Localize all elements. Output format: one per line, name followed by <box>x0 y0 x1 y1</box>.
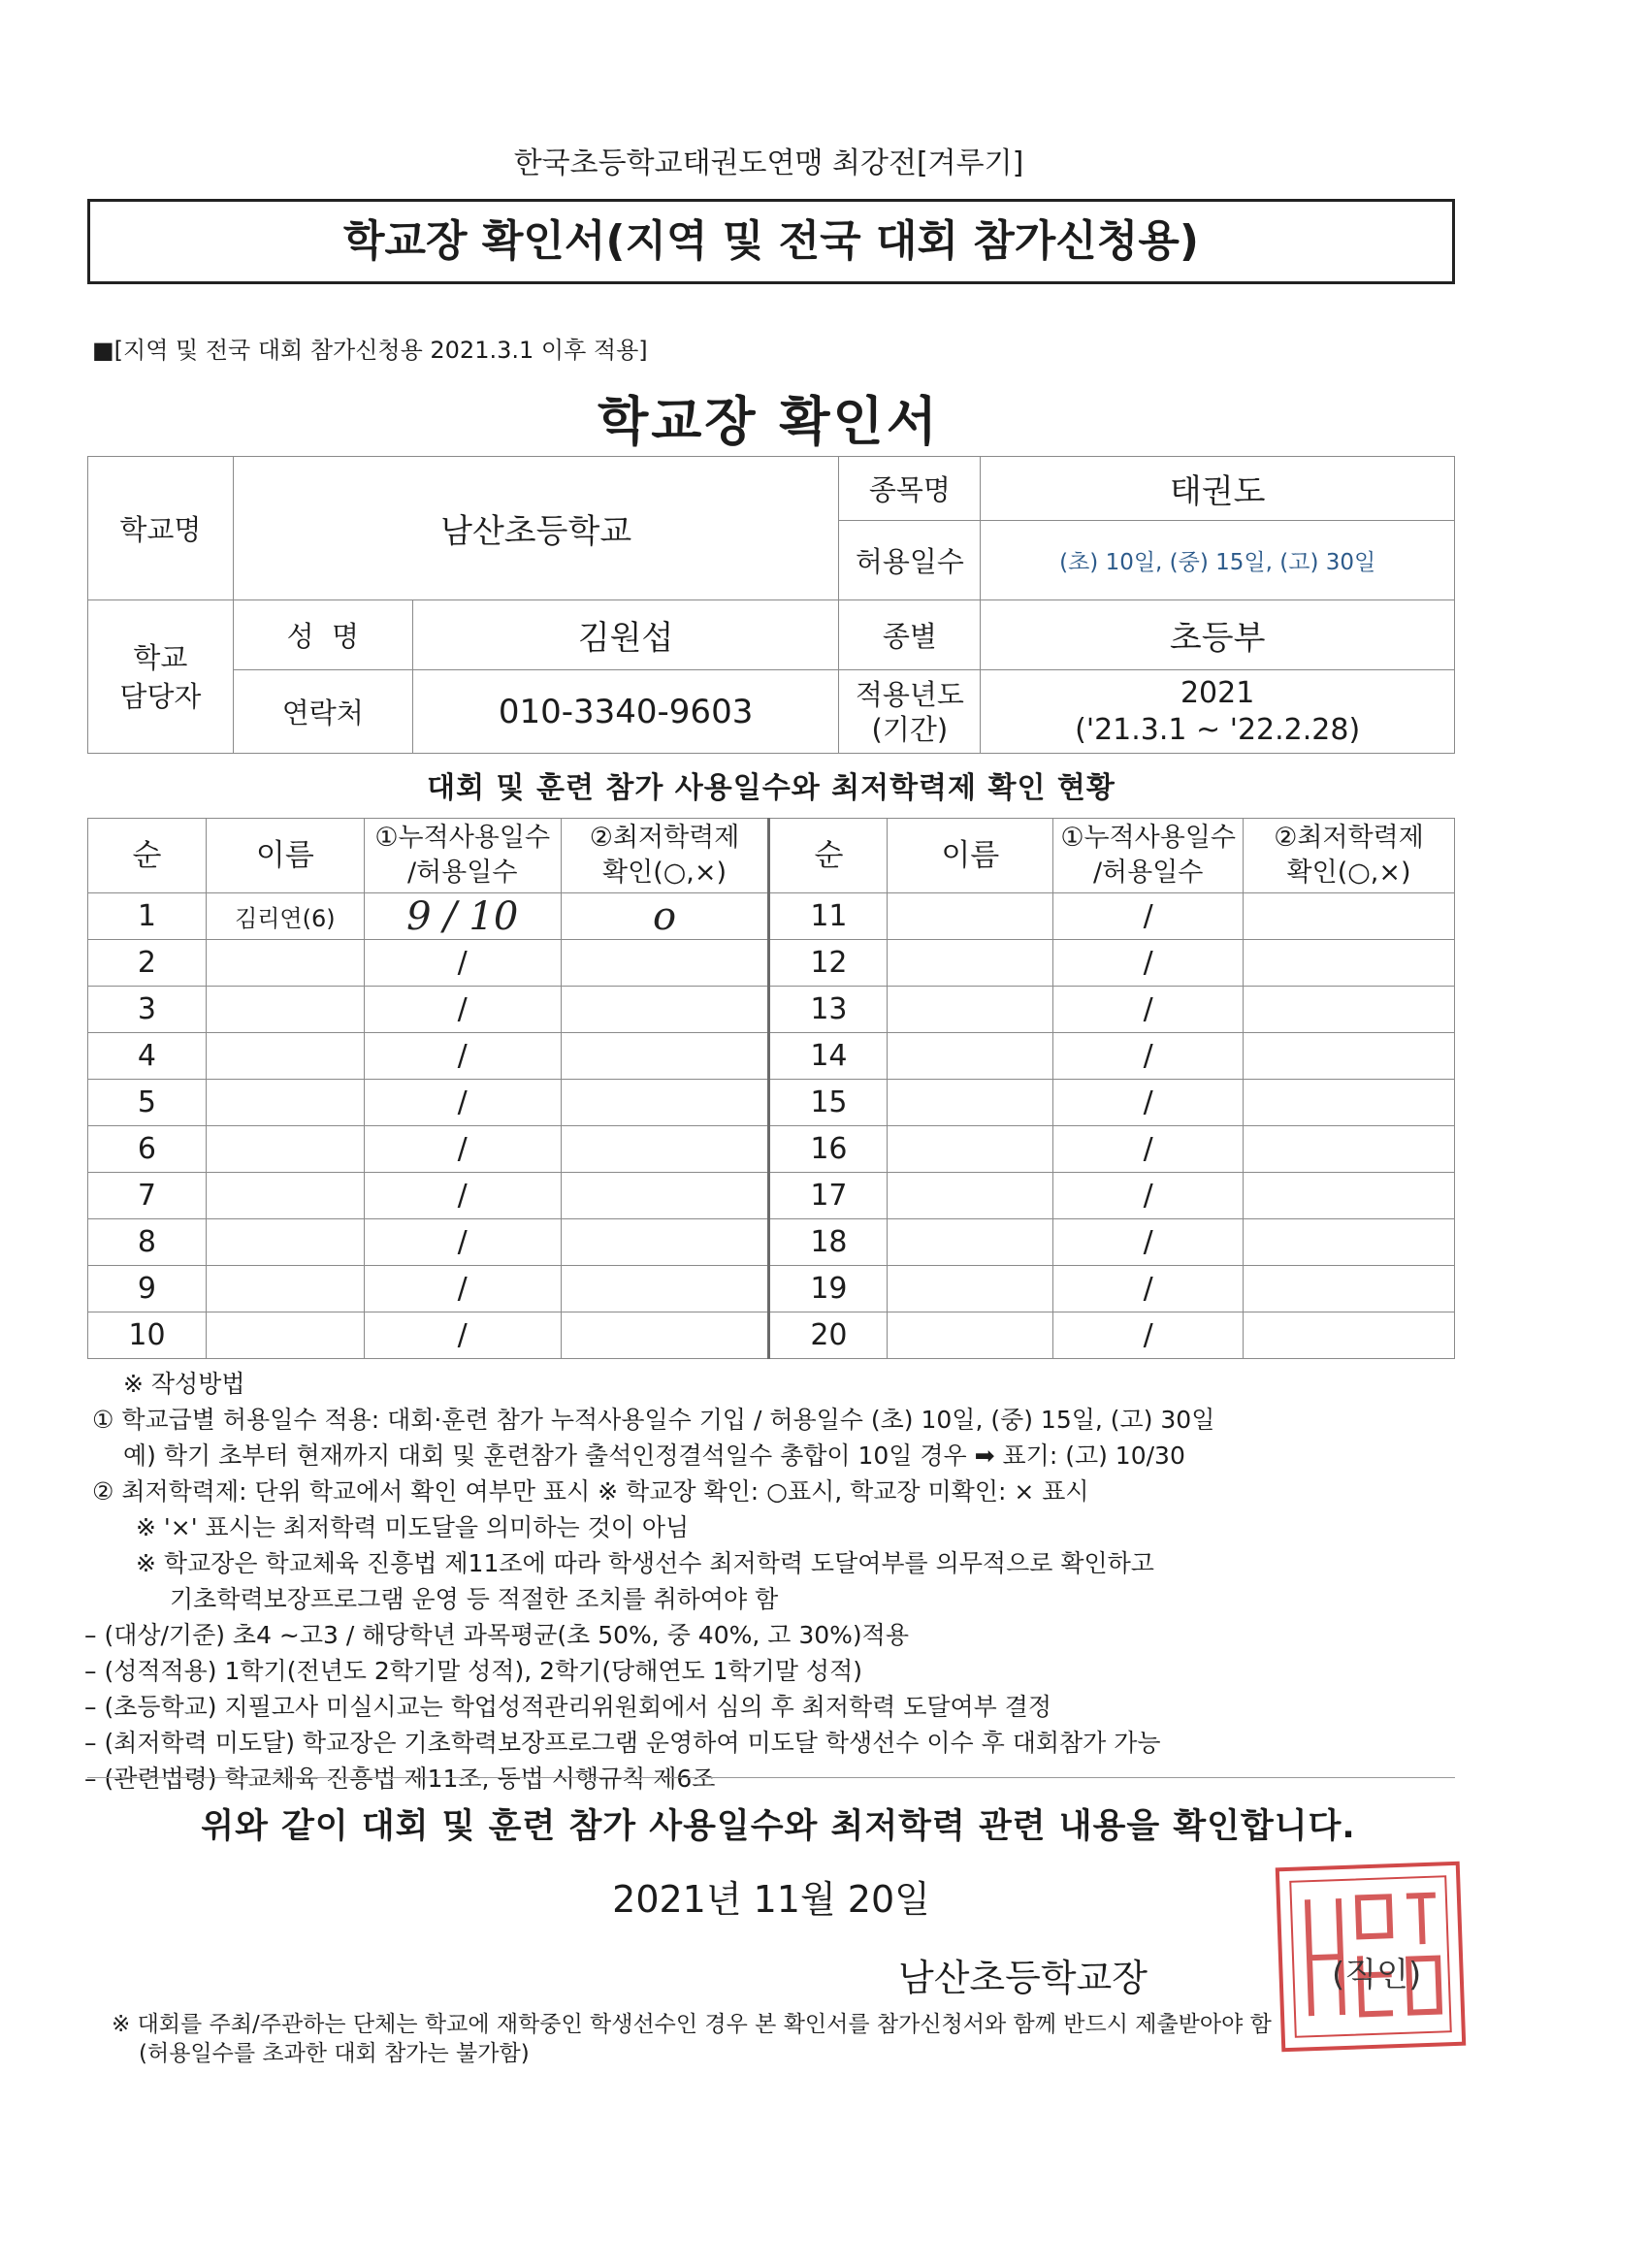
row-academic <box>1244 940 1455 987</box>
row-name <box>888 987 1053 1033</box>
division-value: 초등부 <box>981 600 1455 670</box>
guide-bullet-2: – (성적적용) 1학기(전년도 2학기말 성적), 2학기(당해연도 1학기말 성적) <box>84 1657 862 1685</box>
row-days: / <box>1053 1173 1244 1219</box>
year-value: 2021 ('21.3.1 ~ '22.2.28) <box>981 670 1455 754</box>
row-name <box>206 987 364 1033</box>
row-academic <box>1244 1126 1455 1173</box>
row-days: / <box>1053 893 1244 940</box>
row-name <box>206 1173 364 1219</box>
guide-item-1-example: 예) 학기 초부터 현재까지 대회 및 훈련참가 출석인정결석일수 총합이 10일 경우 ➡ 표기: (고) 10/30 <box>123 1442 1185 1470</box>
table-row <box>88 1219 1455 1266</box>
contact-label: 연락처 <box>233 670 412 754</box>
guide-bullet-1: – (대상/기준) 초4 ~고3 / 해당학년 과목평균(초 50%, 중 40%, 고 30%)적용 <box>84 1621 909 1649</box>
row-days: / <box>1053 1312 1244 1359</box>
guide-heading: ※ 작성방법 <box>123 1370 245 1398</box>
section-divider <box>87 1777 1455 1778</box>
row-days: / <box>364 940 561 987</box>
row-academic <box>561 1266 769 1312</box>
footnote <box>112 2010 1470 2068</box>
header-days: ①누적사용일수 /허용일수 <box>1053 819 1244 893</box>
table-row <box>88 1266 1455 1312</box>
row-days: / <box>1053 1266 1244 1312</box>
row-name <box>888 1219 1053 1266</box>
row-name <box>888 1266 1053 1312</box>
header-name: 이름 <box>888 819 1053 893</box>
row-no: 17 <box>769 1173 888 1219</box>
guide-note-1: ※ '×' 표시는 최저학력 미도달을 의미하는 것이 아님 <box>136 1513 690 1541</box>
row-academic <box>1244 893 1455 940</box>
row-days: / <box>364 1033 561 1080</box>
table-row <box>88 1173 1455 1219</box>
row-no: 7 <box>88 1173 207 1219</box>
year-label: 적용년도 (기간) <box>839 670 981 754</box>
row-academic <box>561 1312 769 1359</box>
row-days: / <box>1053 987 1244 1033</box>
guide-bullet-4: – (최저학력 미도달) 학교장은 기초학력보장프로그램 운영하여 미도달 학생선수 이수 후 대회참가 가능 <box>84 1729 1161 1757</box>
row-name <box>206 1126 364 1173</box>
row-academic <box>1244 1033 1455 1080</box>
table-row <box>88 1080 1455 1126</box>
row-name <box>206 940 364 987</box>
row-name <box>888 1312 1053 1359</box>
row-no: 15 <box>769 1080 888 1126</box>
guide-item-2: ② 최저학력제: 단위 학교에서 확인 여부만 표시 ※ 학교장 확인: ○표시, 학교장 미확인: × 표시 <box>92 1477 1089 1506</box>
header-academic: ②최저학력제 확인(○,×) <box>561 819 769 893</box>
row-no: 3 <box>88 987 207 1033</box>
row-no: 14 <box>769 1033 888 1080</box>
row-name <box>206 1219 364 1266</box>
row-no: 10 <box>88 1312 207 1359</box>
row-name <box>888 940 1053 987</box>
row-name <box>206 1033 364 1080</box>
sport-value: 태권도 <box>981 457 1455 521</box>
row-no: 9 <box>88 1266 207 1312</box>
participation-table <box>87 818 1455 1359</box>
guide-note-2a: ※ 학교장은 학교체육 진흥법 제11조에 따라 학생선수 최저학력 도달여부를 의무적으로 확인하고 <box>136 1549 1154 1577</box>
footnote-line-1: ※ 대회를 주최/주관하는 단체는 학교에 재학중인 학생선수인 경우 본 확인서를 참가신청서와 함께 반드시 제출받아야 함 <box>112 2012 1272 2037</box>
row-days: / <box>364 1266 561 1312</box>
manager-label: 학교 담당자 <box>88 600 234 754</box>
header-academic: ②최저학력제 확인(○,×) <box>1244 819 1455 893</box>
allowed-days-value: (초) 10일, (중) 15일, (고) 30일 <box>981 521 1455 600</box>
header-no: 순 <box>769 819 888 893</box>
table-row <box>88 1312 1455 1359</box>
guide-item-1: ① 학교급별 허용일수 적용: 대회·훈련 참가 누적사용일수 기입 / 허용일수 (초) 10일, (중) 15일, (고) 30일 <box>92 1406 1215 1434</box>
row-name <box>888 1173 1053 1219</box>
row-no: 8 <box>88 1219 207 1266</box>
row-days: / <box>364 1219 561 1266</box>
organization-title: 한국초등학교태권도연맹 최강전[겨루기] <box>513 146 1024 180</box>
row-name <box>206 1266 364 1312</box>
row-academic <box>1244 1266 1455 1312</box>
row-no: 18 <box>769 1219 888 1266</box>
row-academic: o <box>561 893 769 940</box>
writing-guide <box>84 1366 1470 1797</box>
confirmation-date: 2021년 11월 20일 <box>612 1878 930 1921</box>
row-name <box>888 893 1053 940</box>
status-section-title: 대회 및 훈련 참가 사용일수와 최저학력제 확인 현황 <box>427 771 1116 805</box>
row-no: 5 <box>88 1080 207 1126</box>
header-no: 순 <box>88 819 207 893</box>
confirmation-statement: 위와 같이 대회 및 훈련 참가 사용일수와 최저학력 관련 내용을 확인합니다. <box>201 1807 1356 1846</box>
row-no: 11 <box>769 893 888 940</box>
allowed-days-label: 허용일수 <box>839 521 981 600</box>
row-name <box>888 1126 1053 1173</box>
row-academic <box>1244 987 1455 1033</box>
row-days: / <box>364 1312 561 1359</box>
row-no: 20 <box>769 1312 888 1359</box>
row-academic <box>1244 1173 1455 1219</box>
row-no: 13 <box>769 987 888 1033</box>
form-title-box: 학교장 확인서(지역 및 전국 대회 참가신청용) <box>87 199 1455 284</box>
school-name-value: 남산초등학교 <box>233 457 839 600</box>
guide-bullet-3: – (초등학교) 지필고사 미실시교는 학업성적관리위원회에서 심의 후 최저학력 도달여부 결정 <box>84 1693 1052 1721</box>
row-days: / <box>1053 1033 1244 1080</box>
signer-name: 남산초등학교장 <box>898 1957 1148 1999</box>
row-no: 6 <box>88 1126 207 1173</box>
row-no: 19 <box>769 1266 888 1312</box>
manager-name-value: 김원섭 <box>412 600 839 670</box>
row-academic <box>561 940 769 987</box>
name-label: 성 명 <box>233 600 412 670</box>
row-academic <box>561 987 769 1033</box>
row-academic <box>561 1173 769 1219</box>
document-title: 학교장 확인서 <box>598 391 940 452</box>
row-days: / <box>1053 1126 1244 1173</box>
guide-bullet-5: – (관련법령) 학교체육 진흥법 제11조, 동법 시행규칙 제6조 <box>84 1765 716 1793</box>
row-academic <box>1244 1312 1455 1359</box>
row-academic <box>1244 1219 1455 1266</box>
contact-value: 010-3340-9603 <box>412 670 839 754</box>
row-academic <box>561 1126 769 1173</box>
header-name: 이름 <box>206 819 364 893</box>
school-info-table <box>87 456 1455 754</box>
row-days: / <box>364 987 561 1033</box>
row-academic <box>1244 1080 1455 1126</box>
row-name <box>888 1080 1053 1126</box>
row-name: 김리연(6) <box>206 893 364 940</box>
row-days: / <box>364 1126 561 1173</box>
row-no: 12 <box>769 940 888 987</box>
row-academic <box>561 1219 769 1266</box>
sport-label: 종목명 <box>839 457 981 521</box>
row-no: 16 <box>769 1126 888 1173</box>
row-days: / <box>1053 1080 1244 1126</box>
row-no: 2 <box>88 940 207 987</box>
table-row <box>88 1126 1455 1173</box>
school-name-label: 학교명 <box>88 457 234 600</box>
row-days: 9 / 10 <box>364 893 561 940</box>
table-row <box>88 940 1455 987</box>
application-note: ■[지역 및 전국 대회 참가신청용 2021.3.1 이후 적용] <box>92 337 648 364</box>
row-academic <box>561 1033 769 1080</box>
guide-note-2b: 기초학력보장프로그램 운영 등 적절한 조치를 취하여야 함 <box>170 1585 779 1613</box>
row-days: / <box>1053 940 1244 987</box>
row-name <box>206 1312 364 1359</box>
seal-mark: (직인) <box>1332 1956 1422 1994</box>
row-no: 4 <box>88 1033 207 1080</box>
header-days: ①누적사용일수 /허용일수 <box>364 819 561 893</box>
row-days: / <box>364 1173 561 1219</box>
table-row <box>88 893 1455 940</box>
row-no: 1 <box>88 893 207 940</box>
footnote-line-2: (허용일수를 초과한 대회 참가는 불가함) <box>139 2041 530 2066</box>
row-days: / <box>364 1080 561 1126</box>
row-academic <box>561 1080 769 1126</box>
row-name <box>888 1033 1053 1080</box>
division-label: 종별 <box>839 600 981 670</box>
row-days: / <box>1053 1219 1244 1266</box>
table-row <box>88 987 1455 1033</box>
row-name <box>206 1080 364 1126</box>
table-row <box>88 1033 1455 1080</box>
